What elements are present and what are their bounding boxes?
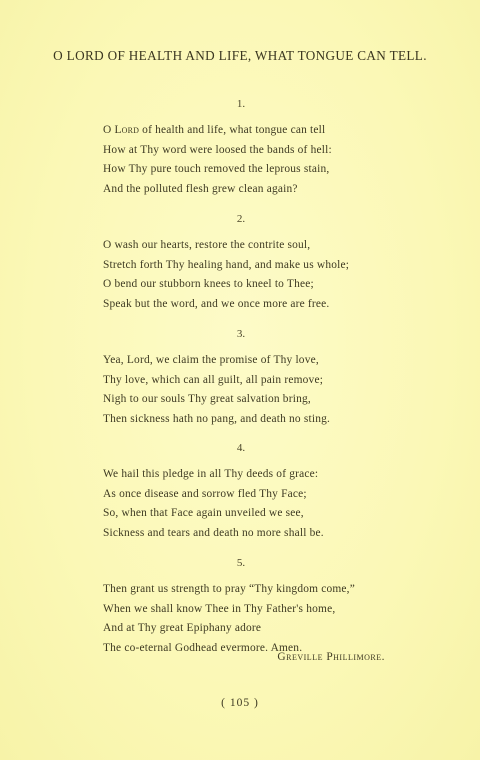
stanza-line: So, when that Face again unveiled we see, — [103, 507, 304, 520]
stanza-5 — [103, 556, 423, 658]
stanza-line: When we shall know Thee in Thy Father's home, — [103, 602, 336, 615]
stanza-line: O Lord of health and life, what tongue can tell — [103, 124, 326, 136]
stanza-line: Then grant us strength to pray “Thy kingdom come,” — [103, 583, 355, 595]
stanza-line: Thy love, which can all guilt, all pain remove; — [103, 373, 324, 386]
stanza-line: As once disease and sorrow fled Thy Face; — [103, 487, 307, 500]
stanza-line: Nigh to our souls Thy great salvation bring, — [103, 393, 311, 406]
page-number: ( 105 ) — [221, 697, 259, 709]
stanza-line: Sickness and tears and death no more shall be. — [103, 526, 324, 539]
hymn-title: O LORD OF HEALTH AND LIFE, WHAT TONGUE CAN TELL. — [53, 48, 427, 63]
stanza-line: Then sickness hath no pang, and death no sting. — [103, 412, 331, 425]
stanza-line: O wash our hearts, restore the contrite soul, — [103, 239, 311, 251]
stanza-line: Yea, Lord, we claim the promise of Thy love, — [103, 354, 319, 366]
stanza-line: Stretch forth Thy healing hand, and make us whole; — [103, 258, 350, 271]
stanza-line: Speak but the word, and we once more are free. — [103, 297, 330, 310]
stanza-1 — [103, 97, 423, 199]
stanza-number: 5. — [236, 557, 246, 569]
stanza-2 — [103, 212, 423, 314]
stanza-3 — [103, 327, 423, 429]
stanza-line: O bend our stubborn knees to kneel to Thee; — [103, 278, 314, 291]
stanza-number: 4. — [236, 442, 246, 454]
stanza-line: How at Thy word were loosed the bands of hell: — [103, 143, 332, 156]
stanza-line: We hail this pledge in all Thy deeds of grace: — [103, 468, 319, 480]
stanza-line: And the polluted flesh grew clean again? — [103, 182, 298, 195]
author-signature: Greville Phillimore. — [277, 651, 385, 663]
stanza-line: How Thy pure touch removed the leprous stain, — [103, 163, 330, 176]
stanza-number: 1. — [236, 98, 246, 110]
opening-words: O Lord — [103, 124, 140, 136]
stanza-number: 2. — [236, 213, 246, 225]
stanza-4 — [103, 441, 423, 543]
stanza-line: The co-eternal Godhead evermore. Amen. — [103, 641, 303, 654]
stanza-number: 3. — [236, 328, 246, 340]
stanza-line: And at Thy great Epiphany adore — [103, 622, 262, 635]
